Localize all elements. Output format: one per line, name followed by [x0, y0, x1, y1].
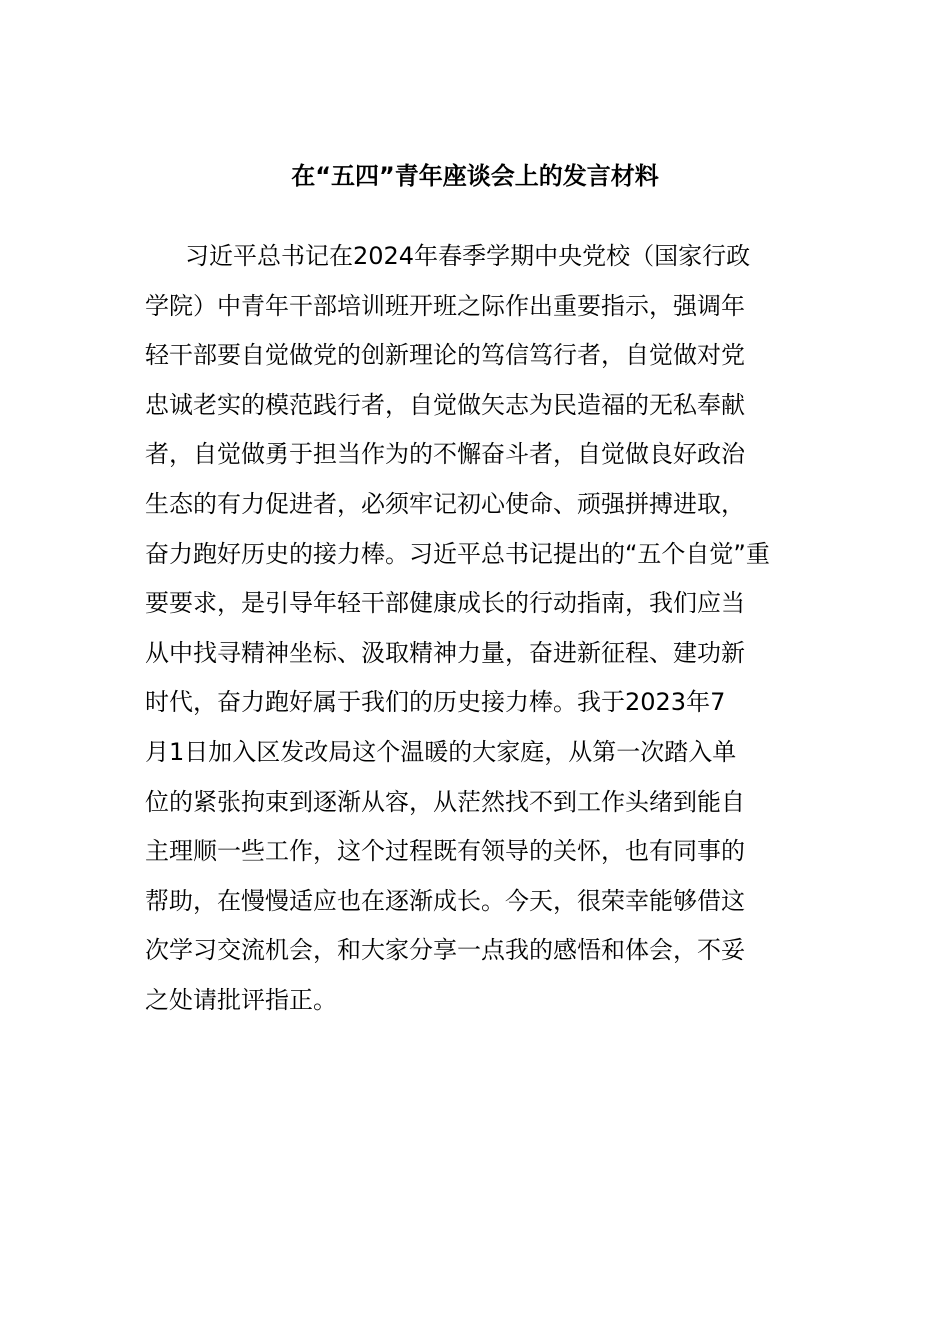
body-line: 习近平总书记在2024年春季学期中央党校（国家行政 [185, 242, 751, 270]
body-line: 生态的有力促进者，必须牢记初心使命、顽强拼搏进取， [145, 489, 745, 518]
body-line: 位的紧张拘束到逐渐从容，从茫然找不到工作头绪到能自 [145, 787, 745, 816]
body-line: 轻干部要自觉做党的创新理论的笃信笃行者，自觉做对党 [145, 341, 745, 370]
body-line: 次学习交流机会，和大家分享一点我的感悟和体会，不妥 [145, 936, 745, 965]
body-line: 忠诚老实的模范践行者，自觉做矢志为民造福的无私奉献 [145, 390, 745, 419]
body-line: 奋力跑好历史的接力棒。习近平总书记提出的“五个自觉”重 [145, 539, 770, 568]
body-line: 时代，奋力跑好属于我们的历史接力棒。我于2023年7 [145, 688, 726, 717]
body-line: 学院）中青年干部培训班开班之际作出重要指示，强调年 [145, 291, 745, 320]
body-line: 要要求，是引导年轻干部健康成长的行动指南，我们应当 [145, 589, 745, 618]
body-line: 月1日加入区发改局这个温暖的大家庭，从第一次踏入单 [145, 737, 737, 766]
body-line: 主理顺一些工作，这个过程既有领导的关怀，也有同事的 [145, 837, 745, 866]
document-title: 在“五四”青年座谈会上的发言材料 [291, 162, 659, 190]
body-line: 之处请批评指正。 [145, 985, 337, 1014]
body-line: 从中找寻精神坐标、汲取精神力量，奋进新征程、建功新 [145, 638, 745, 667]
document-body [145, 232, 805, 1026]
body-line: 帮助，在慢慢适应也在逐渐成长。今天，很荣幸能够借这 [145, 886, 745, 915]
body-line: 者，自觉做勇于担当作为的不懈奋斗者，自觉做良好政治 [145, 440, 745, 469]
